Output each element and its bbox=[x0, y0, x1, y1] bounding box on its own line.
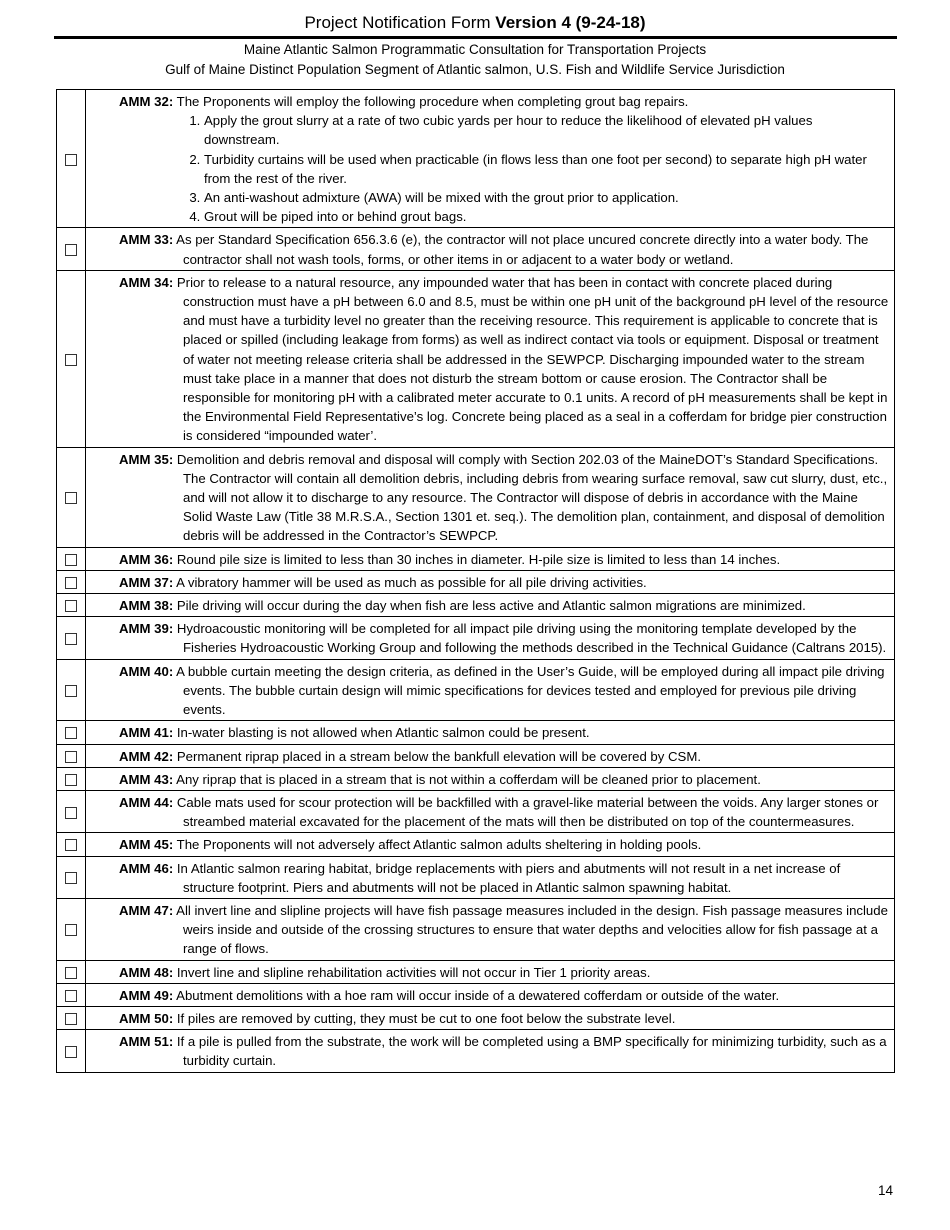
amm-label: AMM 40: bbox=[119, 663, 174, 679]
amm-label: AMM 37: bbox=[119, 574, 174, 590]
amm-text-cell bbox=[86, 447, 895, 547]
amm-text-cell bbox=[86, 570, 895, 593]
table-row bbox=[57, 228, 895, 270]
table-row bbox=[57, 570, 895, 593]
checkbox-cell bbox=[57, 983, 86, 1006]
table-row bbox=[57, 547, 895, 570]
amm-procedure-list bbox=[119, 111, 890, 226]
checkbox-cell bbox=[57, 228, 86, 270]
amm-text: In Atlantic salmon rearing habitat, bridge replacements with piers and abutments will not result in a net increase of structure footprint. Piers and abutments will not be placed in Atlantic salmon spawning habitat. bbox=[176, 860, 841, 895]
amm-entry bbox=[119, 1009, 890, 1028]
amm-text-cell bbox=[86, 960, 895, 983]
amm-label: AMM 35: bbox=[119, 451, 174, 467]
amm-text-cell bbox=[86, 983, 895, 1006]
amm-text-cell bbox=[86, 90, 895, 228]
amm-label: AMM 36: bbox=[119, 551, 174, 567]
checkbox[interactable] bbox=[65, 554, 77, 566]
amm-text-cell bbox=[86, 1006, 895, 1029]
checkbox[interactable] bbox=[65, 1046, 77, 1058]
amm-text: The Proponents will employ the following procedure when completing grout bag repairs. bbox=[176, 94, 689, 109]
checkbox[interactable] bbox=[65, 872, 77, 884]
table-row bbox=[57, 447, 895, 547]
table-row bbox=[57, 898, 895, 960]
amm-entry bbox=[119, 747, 890, 766]
form-title bbox=[0, 13, 950, 33]
amm-text-cell bbox=[86, 659, 895, 721]
checkbox[interactable] bbox=[65, 990, 77, 1002]
checkbox-cell bbox=[57, 547, 86, 570]
amm-entry bbox=[119, 793, 890, 831]
checkbox-cell bbox=[57, 447, 86, 547]
table-row bbox=[57, 790, 895, 832]
amm-label: AMM 38: bbox=[119, 598, 174, 614]
amm-text: Abutment demolitions with a hoe ram will occur inside of a dewatered cofferdam or outside of the water. bbox=[176, 987, 780, 1003]
list-item: 1. Apply the grout slurry at a rate of two cubic yards per hour to reduce the likelihood of elevated pH values downstream. bbox=[204, 111, 890, 149]
amm-entry bbox=[119, 550, 890, 569]
amm-text-cell bbox=[86, 833, 895, 856]
amm-entry bbox=[119, 662, 890, 720]
amm-entry bbox=[119, 770, 890, 789]
amm-text: Hydroacoustic monitoring will be completed for all impact pile driving using the monitoring template developed by the Fisheries Hydroacoustic Working Group and following the methods described in the Technical Guidance (Caltrans 2015). bbox=[176, 621, 887, 656]
table-row bbox=[57, 90, 895, 228]
amm-text: Cable mats used for scour protection will be backfilled with a gravel-like material between the voids. Any larger stones or streambed material excavated for the placement of the mats will then be distributed on top of the countermeasures. bbox=[176, 794, 879, 830]
table-row bbox=[57, 960, 895, 983]
amm-text-cell bbox=[86, 228, 895, 270]
checkbox[interactable] bbox=[65, 727, 77, 739]
checkbox-cell bbox=[57, 617, 86, 659]
checkbox-cell bbox=[57, 270, 86, 447]
checkbox-cell bbox=[57, 960, 86, 983]
checkbox[interactable] bbox=[65, 354, 77, 366]
checkbox-cell bbox=[57, 833, 86, 856]
checkbox[interactable] bbox=[65, 492, 77, 504]
list-item: 4. Grout will be piped into or behind grout bags. bbox=[204, 207, 890, 226]
checkbox[interactable] bbox=[65, 924, 77, 936]
checkbox-cell bbox=[57, 856, 86, 898]
checkbox-cell bbox=[57, 90, 86, 228]
amm-text-cell bbox=[86, 270, 895, 447]
amm-text-cell bbox=[86, 744, 895, 767]
checkbox-cell bbox=[57, 898, 86, 960]
table-row bbox=[57, 617, 895, 659]
amm-text: Any riprap that is placed in a stream that is not within a cofferdam will be cleaned prior to placement. bbox=[176, 771, 761, 787]
amm-text: Round pile size is limited to less than 30 inches in diameter. H-pile size is limited to less than 14 inches. bbox=[176, 551, 781, 567]
table-row bbox=[57, 594, 895, 617]
amm-text-cell bbox=[86, 1030, 895, 1072]
amm-text-cell bbox=[86, 767, 895, 790]
checkbox-cell bbox=[57, 594, 86, 617]
amm-text-cell bbox=[86, 898, 895, 960]
amm-text: If piles are removed by cutting, they must be cut to one foot below the substrate level. bbox=[176, 1010, 676, 1026]
checkbox[interactable] bbox=[65, 1013, 77, 1025]
checkbox[interactable] bbox=[65, 807, 77, 819]
amm-entry bbox=[119, 723, 890, 742]
amm-entry bbox=[119, 230, 890, 268]
list-item: 3. An anti-washout admixture (AWA) will be mixed with the grout prior to application. bbox=[204, 188, 890, 207]
amm-text-cell bbox=[86, 721, 895, 744]
amm-label: AMM 42: bbox=[119, 748, 174, 764]
amm-label: AMM 45: bbox=[119, 837, 174, 853]
amm-entry bbox=[119, 450, 890, 546]
amm-text: Pile driving will occur during the day when fish are less active and Atlantic salmon migrations are minimized. bbox=[176, 598, 806, 614]
amm-entry bbox=[119, 963, 890, 982]
amm-text-cell bbox=[86, 617, 895, 659]
amm-label: AMM 39: bbox=[119, 621, 174, 637]
amm-label: AMM 41: bbox=[119, 725, 174, 741]
checkbox[interactable] bbox=[65, 244, 77, 256]
form-title-plain: Project Notification Form bbox=[304, 13, 491, 32]
page-number: 14 bbox=[878, 1183, 894, 1198]
form-version: Version 4 (9-24-18) bbox=[495, 13, 646, 32]
amm-label: AMM 34: bbox=[119, 274, 174, 290]
amm-label: AMM 43: bbox=[119, 771, 174, 787]
amm-text: Invert line and slipline rehabilitation activities will not occur in Tier 1 priority areas. bbox=[176, 964, 651, 980]
table-row bbox=[57, 721, 895, 744]
subtitle-1: Maine Atlantic Salmon Programmatic Consultation for Transportation Projects bbox=[243, 42, 707, 57]
amm-text: Prior to release to a natural resource, any impounded water that has been in contact with concrete placed during construction must have a pH between 6.0 and 8.5, must be within one pH unit of the background pH level of the resource and must have a turbidity level no greater than the receiving resource. This requirement is applicable to concrete that is placed or spilled (including leakage from forms) as well as indirect contact via tools or equipment. Disposal or treatment of water not meeting release criteria shall be addressed in the SEWPCP. Discharging impounded water to the stream must take place in a manner that does not disturb the stream bottom or cause erosion. The Contractor shall be responsible for monitoring pH with a calibrated meter accurate to 0.1 units. A record of pH measurements shall be kept in the Environmental Field Representative’s log. Concrete being placed as a seal in a cofferdam for bridge pier construction is considered “impounded water’. bbox=[176, 274, 889, 444]
amm-text: A bubble curtain meeting the design criteria, as defined in the User’s Guide, will be employed during all impact pile driving events. The bubble curtain design will mimic specifications for devices tested and employed for previous pile driving events. bbox=[176, 663, 885, 718]
amm-entry bbox=[119, 986, 890, 1005]
table-row bbox=[57, 270, 895, 447]
table-row bbox=[57, 659, 895, 721]
amm-label: AMM 46: bbox=[119, 860, 174, 876]
checkbox-cell bbox=[57, 1030, 86, 1072]
amm-label: AMM 32: bbox=[119, 94, 174, 109]
checkbox-cell bbox=[57, 790, 86, 832]
checkbox-cell bbox=[57, 767, 86, 790]
amm-label: AMM 49: bbox=[119, 987, 174, 1003]
list-item: 2. Turbidity curtains will be used when practicable (in flows less than one foot per second) to separate high pH water from the rest of the river. bbox=[204, 150, 890, 188]
table-row bbox=[57, 856, 895, 898]
amm-entry bbox=[119, 596, 890, 615]
amm-text: In-water blasting is not allowed when Atlantic salmon could be present. bbox=[176, 725, 590, 741]
amm-label: AMM 33: bbox=[119, 232, 174, 248]
amm-label: AMM 44: bbox=[119, 794, 174, 810]
table-row bbox=[57, 833, 895, 856]
table-row bbox=[57, 767, 895, 790]
table-row bbox=[57, 1006, 895, 1029]
amm-entry bbox=[119, 92, 890, 111]
amm-text-cell bbox=[86, 594, 895, 617]
amm-label: AMM 48: bbox=[119, 964, 174, 980]
subtitle-2: Gulf of Maine Distinct Population Segment of Atlantic salmon, U.S. Fish and Wildlife Service Jurisdiction bbox=[165, 62, 785, 77]
amm-entry bbox=[119, 901, 890, 959]
amm-entry bbox=[119, 859, 890, 897]
amm-text: Demolition and debris removal and disposal will comply with Section 202.03 of the MaineDOT’s Standard Specifications. The Contractor will contain all demolition debris, including debris from wearing surface removal, saw cut slurry, dust, etc., and will not allow it to discharge to any resource. The Contractor will dispose of debris in accordance with the Maine Solid Waste Law (Title 38 M.R.S.A., Section 1301 et. seq.). The demolition plan, containment, and disposal of demolition debris will be addressed in the Contractor’s SEWPCP. bbox=[176, 451, 888, 544]
table-row bbox=[57, 744, 895, 767]
checkbox-cell bbox=[57, 1006, 86, 1029]
amm-text: Permanent riprap placed in a stream below the bankfull elevation will be covered by CSM. bbox=[176, 748, 701, 764]
amm-entry bbox=[119, 835, 890, 854]
amm-text: All invert line and slipline projects will have fish passage measures included in the design. Fish passage measures include weirs inside and outside of the crossing structures to ensure that water depths and velocities allow for fish passage at a range of flows. bbox=[176, 902, 888, 957]
checkbox-cell bbox=[57, 721, 86, 744]
checkbox[interactable] bbox=[65, 967, 77, 979]
table-row bbox=[57, 983, 895, 1006]
checkbox[interactable] bbox=[65, 600, 77, 612]
checkbox-cell bbox=[57, 570, 86, 593]
checkbox[interactable] bbox=[65, 633, 77, 645]
amm-label: AMM 47: bbox=[119, 902, 174, 918]
amm-text: The Proponents will not adversely affect Atlantic salmon adults sheltering in holding pools. bbox=[176, 837, 702, 853]
checkbox[interactable] bbox=[65, 751, 77, 763]
table-row bbox=[57, 1030, 895, 1072]
amm-label: AMM 50: bbox=[119, 1010, 174, 1026]
checkbox[interactable] bbox=[65, 154, 77, 166]
amm-label: AMM 51: bbox=[119, 1034, 174, 1050]
checkbox[interactable] bbox=[65, 839, 77, 851]
amm-entry bbox=[119, 619, 890, 657]
checkbox[interactable] bbox=[65, 774, 77, 786]
amm-entry bbox=[119, 1032, 890, 1070]
amm-entry bbox=[119, 273, 890, 446]
amm-text-cell bbox=[86, 547, 895, 570]
amm-text: As per Standard Specification 656.3.6 (e), the contractor will not place uncured concrete directly into a water body. The contractor shall not wash tools, forms, or other items in or adjacent to a water body or wetland. bbox=[176, 232, 869, 267]
amm-checklist-table bbox=[56, 89, 895, 1073]
amm-text: If a pile is pulled from the substrate, the work will be completed using a BMP specifically for minimizing turbidity, such as a turbidity curtain. bbox=[176, 1034, 887, 1069]
amm-text-cell bbox=[86, 790, 895, 832]
checkbox-cell bbox=[57, 659, 86, 721]
checkbox[interactable] bbox=[65, 685, 77, 697]
amm-entry bbox=[119, 573, 890, 592]
amm-text: A vibratory hammer will be used as much as possible for all pile driving activities. bbox=[176, 574, 647, 590]
amm-text-cell bbox=[86, 856, 895, 898]
checkbox-cell bbox=[57, 744, 86, 767]
header-rule bbox=[54, 36, 897, 39]
checkbox[interactable] bbox=[65, 577, 77, 589]
